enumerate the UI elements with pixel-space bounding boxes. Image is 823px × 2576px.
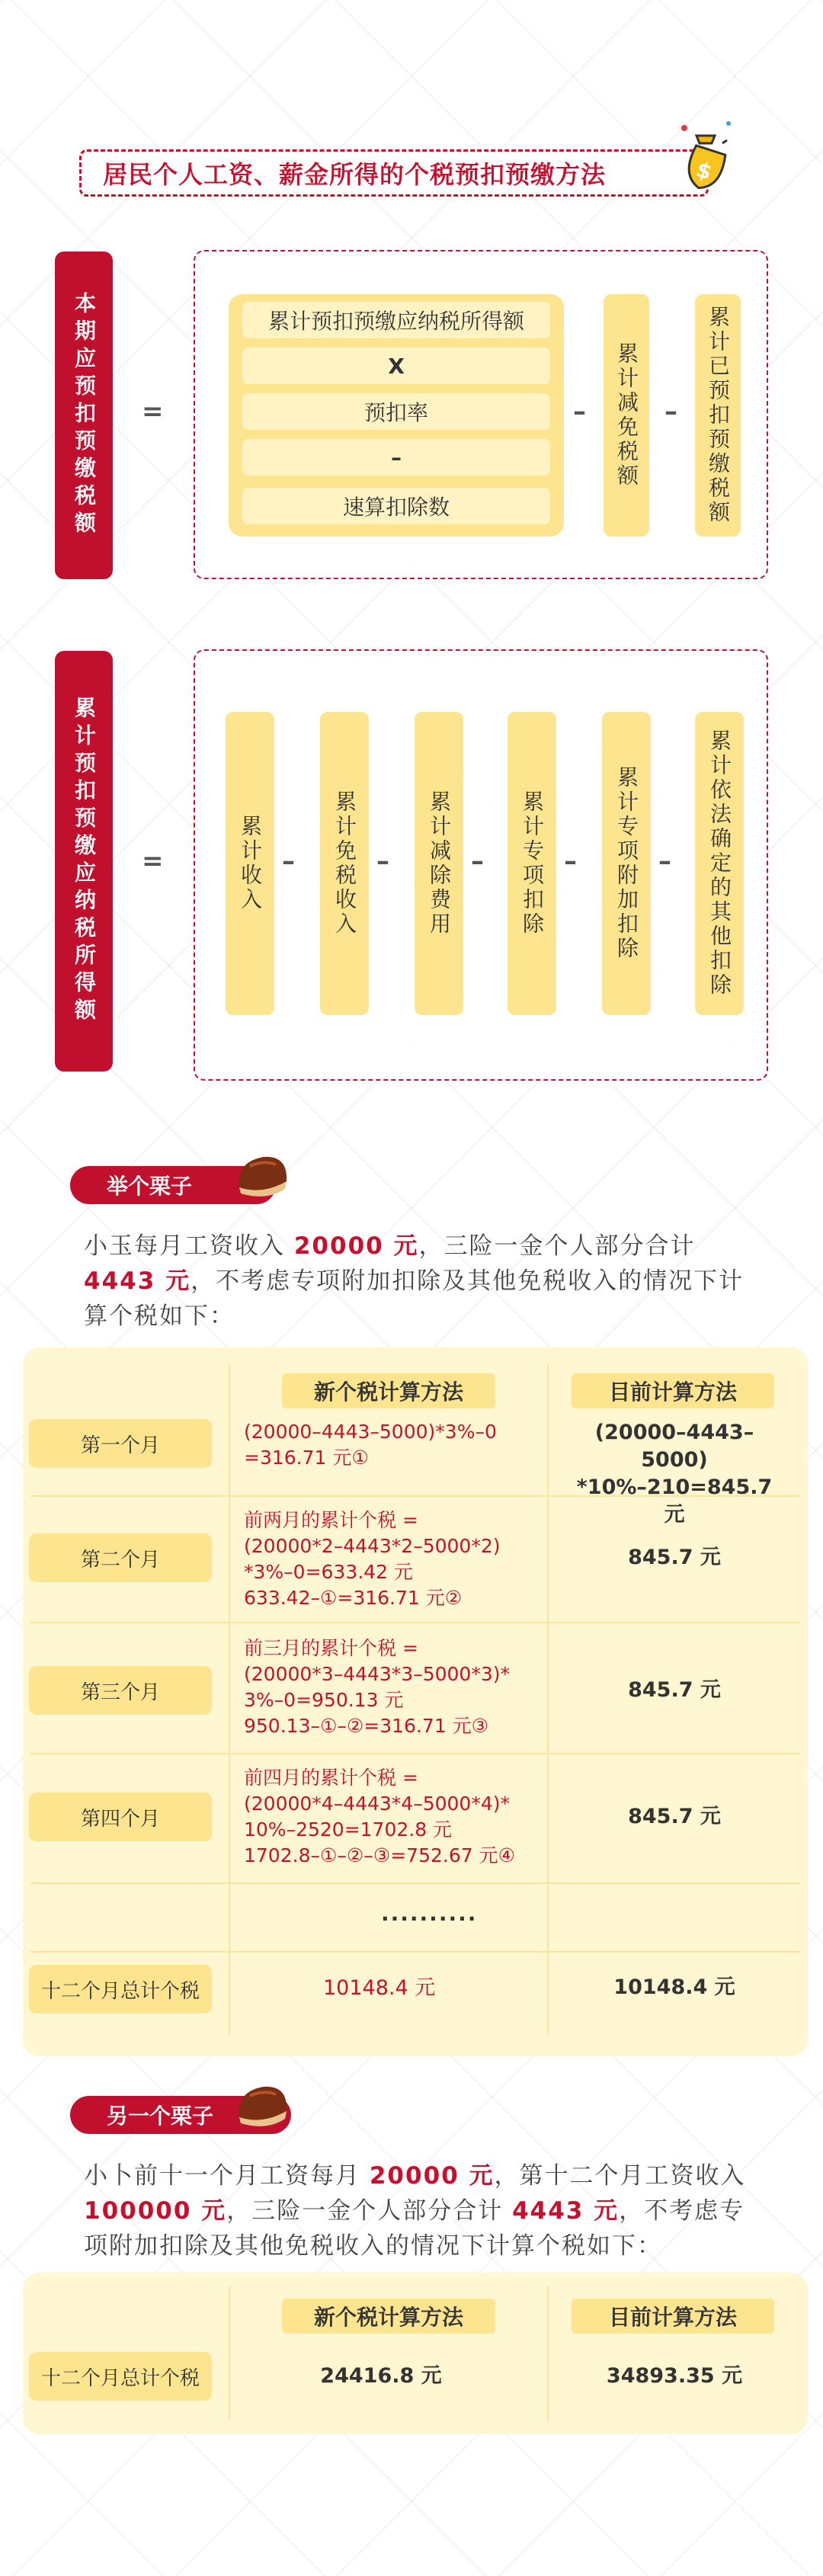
formula2-term-taxfree: 累计免税收入: [320, 712, 369, 1015]
example2-heading-text: 另一个栗子: [107, 2103, 214, 2129]
row1-cur-line-1: (20000–4443–5000): [594, 1421, 754, 1472]
inner-operator-times: X: [242, 348, 550, 384]
formula1-term-prepaid: 累计已预扣预缴税额: [695, 294, 741, 537]
row3-new-calc: [244, 1636, 510, 1739]
inner-term-3: 速算扣除数: [242, 488, 550, 524]
para1-part-e: ，不考虑专项附加扣除及其他免税收入的情况下计算个税如下：: [84, 1267, 745, 1330]
row2-new-line-4: 633.42–①=316.71 元②: [244, 1587, 463, 1609]
row-label-month2: 第二个月: [29, 1533, 212, 1582]
formula2-term-special: 累计专项扣除: [508, 712, 556, 1015]
svg-text:$: $: [693, 156, 716, 185]
example1-col-current: 目前计算方法: [572, 1373, 774, 1408]
row4-new-line-3: 10%–2520=1702.8 元: [244, 1818, 453, 1841]
example2-col-new: 新个税计算方法: [282, 2299, 495, 2334]
para2-salary: 20000 元: [369, 2162, 495, 2190]
row1-new-line-1: (20000–4443–5000)*3%–0: [244, 1421, 497, 1443]
formula2-minus-3: –: [471, 846, 484, 876]
example2-row-label-total: 十二个月总计个税: [29, 2352, 212, 2401]
formula2-equals: =: [142, 846, 164, 876]
page-title-text: 居民个人工资、薪金所得的个税预扣预缴方法: [103, 160, 607, 189]
formula2-term-income: 累计收入: [226, 712, 274, 1015]
row3-new-line-3: 3%–0=950.13 元: [244, 1689, 404, 1711]
formula1-label: [55, 252, 113, 579]
inner-term-1: 累计预扣预缴应纳税所得额: [242, 302, 550, 338]
row4-new-line-1: 前四月的累计个税 =: [244, 1767, 418, 1789]
formula1-label-text: 本期应预扣预缴税额: [72, 292, 97, 539]
formula1-minus-1: –: [573, 396, 586, 427]
para2-part-c: ，第十二个月工资收入: [494, 2162, 746, 2190]
formula1-equals: =: [142, 396, 164, 427]
money-bag-icon: [675, 113, 736, 197]
row1-current-calc: [564, 1419, 785, 1529]
example1-col-new: 新个税计算方法: [282, 1373, 495, 1408]
row-label-total: 十二个月总计个税: [29, 1965, 212, 2014]
formula2-term-other: 累计依法确定的其他扣除: [695, 712, 744, 1015]
table1-divider-1: [229, 1364, 230, 2035]
total-current-calc: 10148.4 元: [613, 1975, 735, 1999]
row1-cur-line-2: *10%–210=845.7 元: [576, 1475, 773, 1527]
example1-paragraph: [84, 1229, 754, 1334]
formula2-minus-4: –: [564, 846, 577, 876]
row3-current-calc: 845.7 元: [628, 1678, 721, 1702]
formula1-term-reduction: 累计减免税额: [604, 294, 649, 537]
page-title: [79, 149, 709, 197]
para2-bonus: 100000 元: [84, 2197, 227, 2225]
table1-rule-5: [30, 1951, 800, 1953]
formula2-minus-5: –: [658, 846, 671, 876]
row4-current-calc: 845.7 元: [628, 1805, 721, 1828]
table2-divider-1: [229, 2286, 230, 2421]
table1-rule-2: [30, 1622, 800, 1623]
row1-new-calc: [244, 1419, 497, 1471]
row2-new-line-2: (20000*2–4443*2–5000*2): [244, 1535, 501, 1557]
formula2-minus-1: –: [282, 846, 295, 876]
chestnut-icon: [233, 2081, 291, 2134]
row2-new-line-3: *3%–0=633.42 元: [244, 1561, 413, 1583]
formula1-minus-2: –: [664, 396, 677, 427]
row3-new-line-1: 前三月的累计个税 =: [244, 1637, 418, 1659]
row1-new-line-2: =316.71 元①: [244, 1447, 369, 1469]
example2-paragraph: [84, 2158, 754, 2264]
para1-part-a: 小玉每月工资收入: [84, 1232, 294, 1260]
row-label-month1: 第一个月: [29, 1419, 212, 1468]
row2-new-line-1: 前两月的累计个税 =: [244, 1509, 418, 1531]
row2-new-calc: [244, 1507, 501, 1611]
formula2-term-special-add: 累计专项附加扣除: [602, 712, 651, 1015]
inner-operator-minus: –: [242, 439, 550, 476]
row4-new-line-2: (20000*4–4443*4–5000*4)*: [244, 1793, 510, 1815]
inner-term-2: 预扣率: [242, 393, 550, 430]
row-label-month4: 第四个月: [29, 1793, 212, 1841]
table1-rule-4: [30, 1882, 800, 1884]
para2-insurance: 4443 元: [512, 2197, 620, 2225]
para2-part-e: ，三险一金个人部分合计: [226, 2197, 513, 2225]
para2-part-g: ，不考虑专项附加扣除及其他免税收入的情况下计算个税如下：: [84, 2197, 745, 2260]
table2-divider-2: [547, 2286, 549, 2421]
total-new-calc: 10148.4 元: [323, 1976, 436, 2000]
row-label-month3: 第三个月: [29, 1666, 212, 1715]
para1-part-c: ，三险一金个人部分合计: [418, 1232, 696, 1260]
formula2-term-deduct-fee: 累计减除费用: [415, 712, 463, 1015]
chestnut-icon: [233, 1151, 291, 1204]
para1-insurance: 4443 元: [84, 1267, 191, 1295]
row4-new-line-4: 1702.8–①–②–③=752.67 元④: [244, 1844, 515, 1866]
formula2-label-text: 累计预扣预缴应纳税所得额: [72, 697, 97, 1026]
ellipsis: ..........: [381, 1901, 478, 1926]
formula2-label: [55, 651, 113, 1072]
row3-new-line-4: 950.13–①–②=316.71 元③: [244, 1715, 489, 1737]
row3-new-line-2: (20000*3–4443*3–5000*3)*: [244, 1663, 510, 1685]
row2-current-calc: 845.7 元: [628, 1546, 721, 1569]
table1-divider-2: [547, 1364, 549, 2035]
formula2-minus-2: –: [376, 846, 389, 876]
example2-col-current: 目前计算方法: [572, 2299, 774, 2334]
example1-heading-text: 举个栗子: [107, 1174, 193, 1199]
para2-part-a: 小卜前十一个月工资每月: [84, 2162, 370, 2190]
table1-rule-3: [30, 1753, 800, 1754]
example2-total-current: 34893.35 元: [606, 2364, 743, 2388]
para1-salary: 20000 元: [293, 1232, 419, 1260]
example2-total-new: 24416.8 元: [320, 2364, 442, 2388]
row4-new-calc: [244, 1765, 515, 1869]
